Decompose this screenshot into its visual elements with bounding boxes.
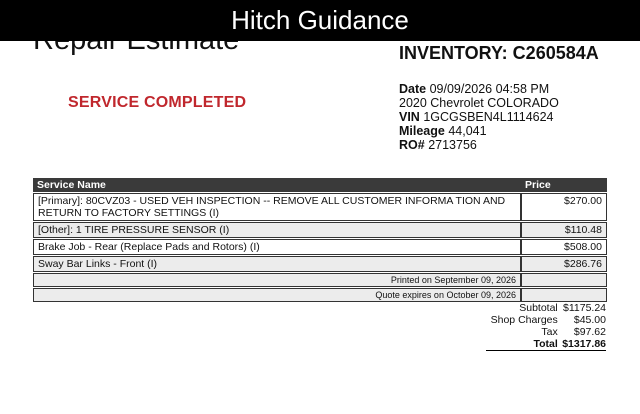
empty-cell — [521, 288, 607, 302]
totals-table — [486, 302, 606, 351]
mileage-row — [399, 124, 559, 138]
quote-expires-note: Quote expires on October 09, 2026 — [33, 288, 521, 302]
service-name-header: Service Name — [33, 178, 521, 192]
service-price: $286.76 — [521, 256, 607, 272]
service-name: Brake Job - Rear (Replace Pads and Rotors) (I) — [33, 239, 521, 255]
shop-charges-label: Shop Charges — [490, 314, 558, 326]
tax-label: Tax — [541, 326, 558, 338]
table-row — [33, 239, 607, 255]
shop-charges-row — [486, 314, 606, 326]
shop-charges-value: $45.00 — [573, 314, 606, 326]
table-row — [33, 222, 607, 238]
table-row — [33, 256, 607, 272]
inventory-number: INVENTORY: C260584A — [399, 43, 599, 63]
date-label: Date — [399, 82, 427, 96]
service-name: [Other]: 1 TIRE PRESSURE SENSOR (I) — [33, 222, 521, 238]
vehicle-model: 2020 Chevrolet COLORADO — [399, 96, 559, 110]
vin-label: VIN — [399, 110, 420, 124]
tax-row — [486, 326, 606, 338]
subtotal-label: Subtotal — [519, 302, 558, 314]
service-price: $508.00 — [521, 239, 607, 255]
service-price: $110.48 — [521, 222, 607, 238]
mileage-label: Mileage — [399, 124, 445, 138]
service-name: [Primary]: 80CVZ03 - USED VEH INSPECTION -- REMOVE ALL CUSTOMER INFORMA TION AND RETURN TO FACTORY SETTINGS (I) — [33, 193, 521, 221]
table-header-row — [33, 178, 607, 192]
date-row — [399, 82, 559, 96]
table-row — [33, 193, 607, 221]
tax-value: $97.62 — [573, 326, 606, 338]
ro-value: 2713756 — [428, 138, 477, 152]
status-stamp: SERVICE COMPLETED — [68, 94, 247, 111]
ro-label: RO# — [399, 138, 425, 152]
total-label: Total — [486, 338, 558, 351]
service-price: $270.00 — [521, 193, 607, 221]
price-header: Price — [521, 178, 607, 192]
printed-row — [33, 273, 607, 287]
ro-row — [399, 138, 559, 152]
vin-row — [399, 110, 559, 124]
banner-title: Hitch Guidance — [0, 0, 640, 41]
printed-on-note: Printed on September 09, 2026 — [33, 273, 521, 287]
empty-cell — [521, 273, 607, 287]
subtotal-value: $1175.24 — [562, 302, 606, 314]
mileage-value: 44,041 — [448, 124, 487, 138]
total-row — [486, 338, 606, 351]
date-value: 09/09/2026 04:58 PM — [429, 82, 550, 96]
vehicle-info — [399, 82, 559, 152]
services-table — [33, 177, 607, 303]
expiry-row — [33, 288, 607, 302]
service-name: Sway Bar Links - Front (I) — [33, 256, 521, 272]
subtotal-row — [486, 302, 606, 314]
total-value: $1317.86 — [558, 338, 606, 351]
vin-value: 1GCGSBEN4L1114624 — [423, 110, 554, 124]
